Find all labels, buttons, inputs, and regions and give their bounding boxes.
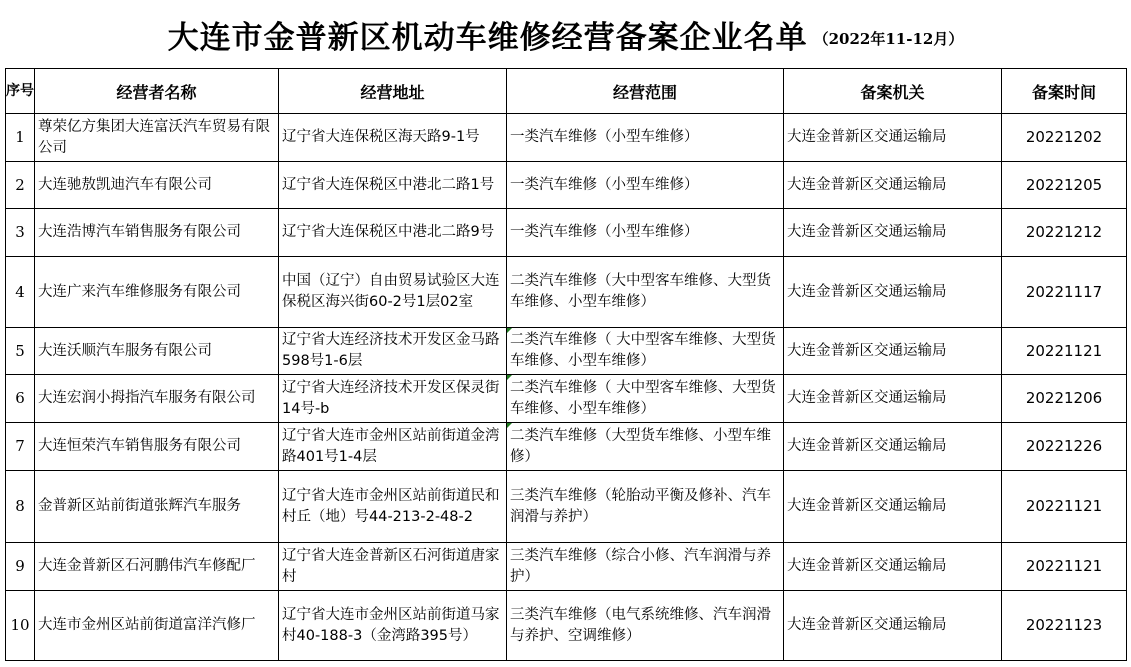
cell-name[interactable]: 大连恒荣汽车销售服务有限公司	[35, 423, 279, 471]
cell-authority[interactable]: 大连金普新区交通运输局	[784, 114, 1002, 162]
cell-authority[interactable]: 大连金普新区交通运输局	[784, 162, 1002, 209]
cell-date[interactable]: 20221121	[1002, 471, 1127, 543]
cell-scope[interactable]	[507, 375, 784, 423]
cell-date[interactable]: 20221212	[1002, 209, 1127, 257]
table-row	[6, 114, 1127, 162]
cell-name[interactable]: 大连驰敖凯迪汽车有限公司	[35, 162, 279, 209]
cell-address[interactable]: 辽宁省大连金普新区石河街道唐家村	[279, 543, 507, 591]
header-scope[interactable]: 经营范围	[507, 69, 784, 114]
header-authority[interactable]: 备案机关	[784, 69, 1002, 114]
table-header-row	[6, 69, 1127, 114]
cell-date[interactable]: 20221226	[1002, 423, 1127, 471]
header-date[interactable]: 备案时间	[1002, 69, 1127, 114]
table-row	[6, 375, 1127, 423]
table-row	[6, 162, 1127, 209]
cell-seq[interactable]: 2	[6, 162, 35, 209]
cell-seq[interactable]: 3	[6, 209, 35, 257]
cell-scope-text: 二类汽车维修（ 大中型客车维修、大型货车维修、小型车维修）	[510, 332, 776, 369]
header-name[interactable]: 经营者名称	[35, 69, 279, 114]
cell-authority[interactable]: 大连金普新区交通运输局	[784, 423, 1002, 471]
cell-name[interactable]: 大连市金州区站前街道富洋汽修厂	[35, 591, 279, 661]
cell-address[interactable]: 辽宁省大连市金州区站前街道金湾路401号1-4层	[279, 423, 507, 471]
cell-seq[interactable]: 1	[6, 114, 35, 162]
enterprise-table	[5, 68, 1127, 661]
cell-scope-text: 二类汽车维修（大型货车维修、小型车维修）	[510, 427, 771, 465]
cell-date[interactable]: 20221121	[1002, 328, 1127, 375]
cell-seq[interactable]: 8	[6, 471, 35, 543]
cell-name[interactable]: 大连沃顺汽车服务有限公司	[35, 328, 279, 375]
table-row	[6, 591, 1127, 661]
cell-date[interactable]: 20221205	[1002, 162, 1127, 209]
cell-authority[interactable]: 大连金普新区交通运输局	[784, 328, 1002, 375]
cell-authority[interactable]: 大连金普新区交通运输局	[784, 257, 1002, 328]
cell-scope[interactable]: 一类汽车维修（小型车维修）	[507, 114, 784, 162]
cell-scope[interactable]: 三类汽车维修（轮胎动平衡及修补、汽车润滑与养护）	[507, 471, 784, 543]
cell-date[interactable]: 20221202	[1002, 114, 1127, 162]
cell-seq[interactable]: 5	[6, 328, 35, 375]
cell-authority[interactable]: 大连金普新区交通运输局	[784, 471, 1002, 543]
cell-scope[interactable]: 二类汽车维修（大中型客车维修、大型货车维修、小型车维修）	[507, 257, 784, 328]
table-row	[6, 257, 1127, 328]
cell-name[interactable]: 大连宏润小拇指汽车服务有限公司	[35, 375, 279, 423]
cell-authority[interactable]: 大连金普新区交通运输局	[784, 209, 1002, 257]
cell-scope[interactable]: 三类汽车维修（综合小修、汽车润滑与养护）	[507, 543, 784, 591]
cell-seq[interactable]: 4	[6, 257, 35, 328]
table-row	[6, 471, 1127, 543]
cell-marker	[507, 328, 512, 333]
cell-date[interactable]: 20221206	[1002, 375, 1127, 423]
cell-scope[interactable]: 一类汽车维修（小型车维修）	[507, 162, 784, 209]
cell-seq[interactable]: 7	[6, 423, 35, 471]
cell-name[interactable]: 大连广来汽车维修服务有限公司	[35, 257, 279, 328]
cell-scope[interactable]	[507, 328, 784, 375]
table-row	[6, 209, 1127, 257]
cell-marker	[507, 375, 512, 380]
cell-name[interactable]: 金普新区站前街道张辉汽车服务	[35, 471, 279, 543]
cell-name[interactable]: 尊荣亿方集团大连富沃汽车贸易有限公司	[35, 114, 279, 162]
cell-name[interactable]: 大连浩博汽车销售服务有限公司	[35, 209, 279, 257]
cell-address[interactable]: 辽宁省大连市金州区站前街道民和村丘（地）号44-213-2-48-2	[279, 471, 507, 543]
cell-date[interactable]: 20221121	[1002, 543, 1127, 591]
cell-scope[interactable]: 三类汽车维修（电气系统维修、汽车润滑与养护、空调维修）	[507, 591, 784, 661]
table-row	[6, 328, 1127, 375]
title-row	[0, 0, 1131, 68]
cell-address[interactable]: 辽宁省大连保税区中港北二路9号	[279, 209, 507, 257]
page-subtitle: （2022年11-12月）	[813, 29, 964, 48]
cell-scope[interactable]	[507, 423, 784, 471]
header-seq[interactable]: 序号	[6, 69, 35, 114]
cell-seq[interactable]: 6	[6, 375, 35, 423]
cell-address[interactable]: 辽宁省大连保税区海天路9-1号	[279, 114, 507, 162]
page-title: 大连市金普新区机动车维修经营备案企业名单	[167, 19, 808, 56]
cell-authority[interactable]: 大连金普新区交通运输局	[784, 591, 1002, 661]
cell-authority[interactable]: 大连金普新区交通运输局	[784, 543, 1002, 591]
cell-marker	[507, 423, 512, 428]
cell-address[interactable]: 辽宁省大连经济技术开发区保灵街14号-b	[279, 375, 507, 423]
header-address[interactable]: 经营地址	[279, 69, 507, 114]
cell-name[interactable]: 大连金普新区石河鹏伟汽车修配厂	[35, 543, 279, 591]
table-row	[6, 543, 1127, 591]
cell-date[interactable]: 20221117	[1002, 257, 1127, 328]
cell-seq[interactable]: 9	[6, 543, 35, 591]
cell-scope-text: 二类汽车维修（ 大中型客车维修、大型货车维修、小型车维修）	[510, 379, 776, 417]
cell-address[interactable]: 辽宁省大连经济技术开发区金马路598号1-6层	[279, 328, 507, 375]
cell-authority[interactable]: 大连金普新区交通运输局	[784, 375, 1002, 423]
cell-date[interactable]: 20221123	[1002, 591, 1127, 661]
table-row	[6, 423, 1127, 471]
cell-address[interactable]: 辽宁省大连市金州区站前街道马家村40-188-3（金湾路395号）	[279, 591, 507, 661]
cell-address[interactable]: 辽宁省大连保税区中港北二路1号	[279, 162, 507, 209]
cell-scope[interactable]: 一类汽车维修（小型车维修）	[507, 209, 784, 257]
cell-seq[interactable]: 10	[6, 591, 35, 661]
cell-address[interactable]: 中国（辽宁）自由贸易试验区大连保税区海兴街60-2号1层02室	[279, 257, 507, 328]
